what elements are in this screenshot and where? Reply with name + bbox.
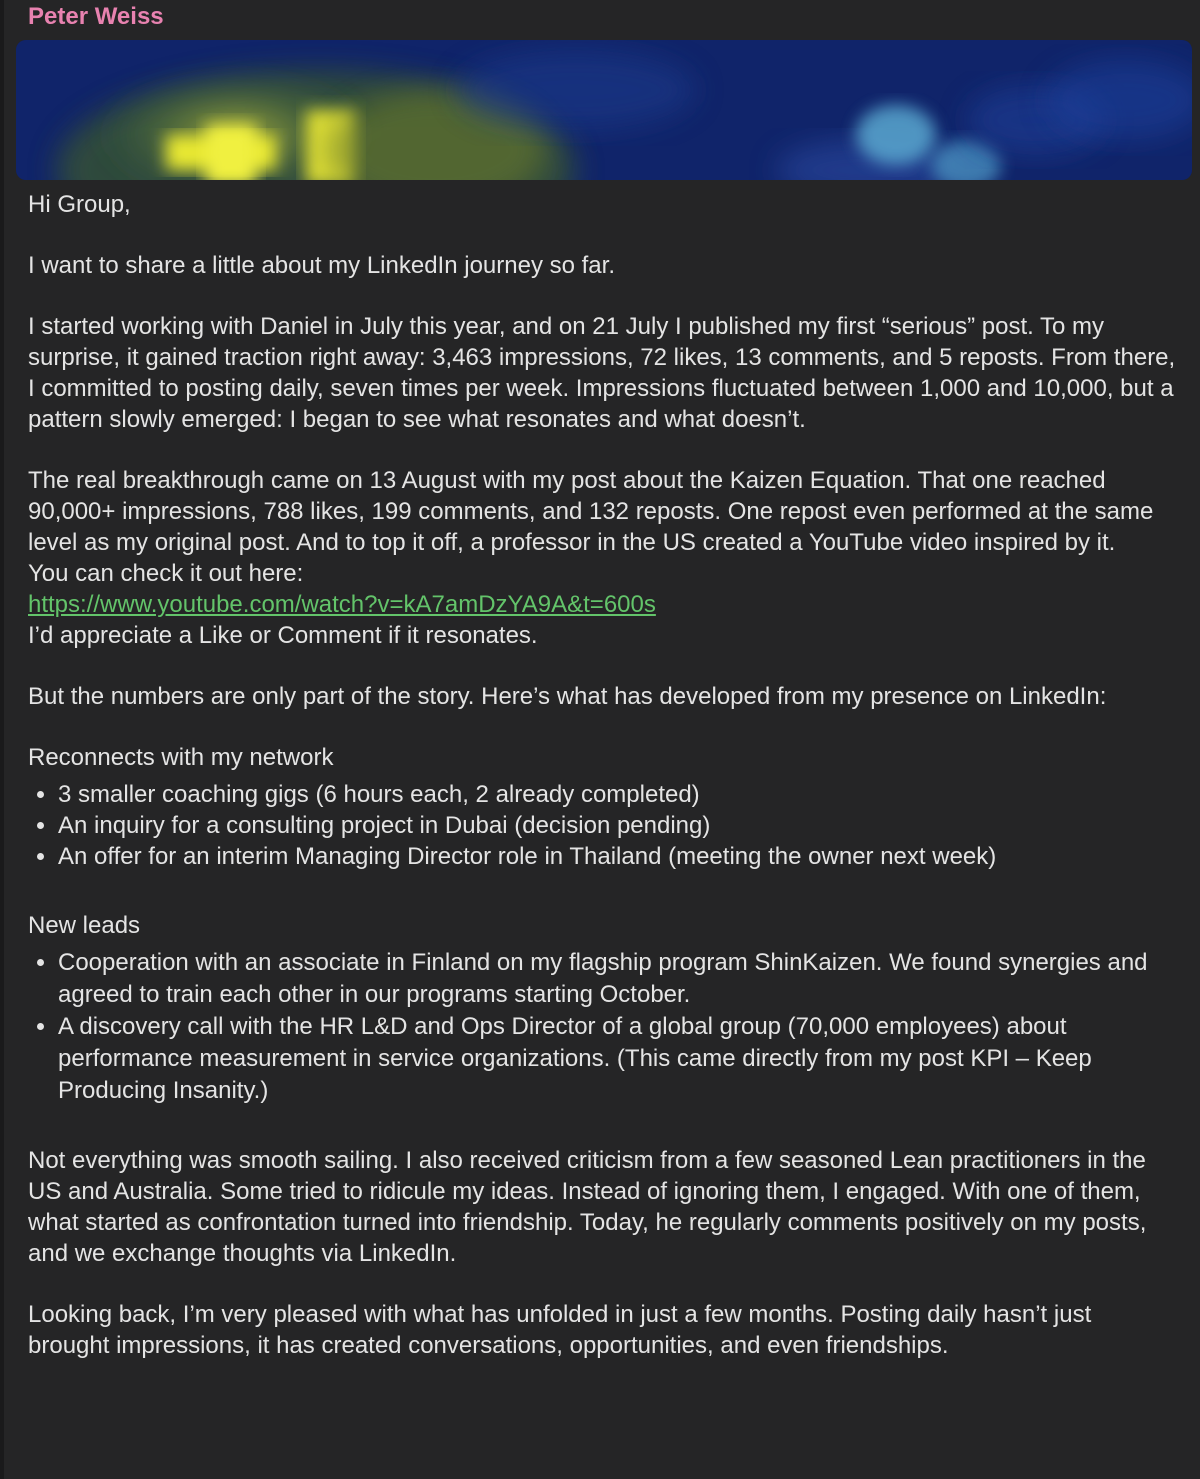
youtube-link[interactable]: https://www.youtube.com/watch?v=kA7amDzYA9A&t=600s	[28, 591, 656, 618]
list-item: • 3 smaller coaching gigs (6 hours each, 2 already completed)	[58, 779, 1178, 810]
numbers-paragraph: But the numbers are only part of the story. Here’s what has developed from my presence on LinkedIn:	[28, 683, 1107, 710]
check-it-out-text: You can check it out here:	[28, 560, 304, 587]
section-title-reconnects: Reconnects with my network	[28, 744, 334, 771]
message-body	[28, 189, 1178, 1391]
sender-name[interactable]: Peter Weiss	[28, 3, 164, 30]
appreciate-text: I’d appreciate a Like or Comment if it resonates.	[28, 622, 538, 649]
section-title-new-leads: New leads	[28, 912, 141, 939]
list-item: • Cooperation with an associate in Finland on my flagship program ShinKaizen. We found synergies and agreed to train each other in our programs starting October.	[58, 947, 1178, 1011]
criticism-paragraph: Not everything was smooth sailing. I also received criticism from a few seasoned Lean practitioners in the US and Australia. Some tried to ridicule my ideas. Instead of ignoring them, I engaged. With one of them, what started as confrontation turned into friendship. Today, he regularly comments positively on my posts, and we exchange thoughts via LinkedIn.	[28, 1147, 1147, 1267]
banner-image-art	[16, 40, 1192, 180]
looking-back-paragraph: Looking back, I’m very pleased with what has unfolded in just a few months. Posting daily hasn’t just brought impressions, it has created conversations, opportunities, and even friendships.	[28, 1301, 1092, 1359]
list-item: • A discovery call with the HR L&D and Ops Director of a global group (70,000 employees) about performance measurement in service organizations. (This came directly from my post KPI – Keep Producing Insanity.)	[58, 1011, 1178, 1107]
greeting-text: Hi Group,	[28, 191, 131, 218]
list-item: • An offer for an interim Managing Director role in Thailand (meeting the owner next week)	[58, 841, 1178, 872]
link-preview-banner-image[interactable]	[16, 40, 1192, 180]
first-post-paragraph: I started working with Daniel in July this year, and on 21 July I published my first “serious” post. To my surprise, it gained traction right away: 3,463 impressions, 72 likes, 13 comments, and 5 reposts. From there, I committed to posting daily, seven times per week. Impressions fluctuated between 1,000 and 10,000, but a pattern slowly emerged: I began to see what resonates and what doesn’t.	[28, 313, 1176, 433]
intro-paragraph: I want to share a little about my LinkedIn journey so far.	[28, 252, 615, 279]
breakthrough-paragraph	[28, 465, 1178, 651]
list-item: • An inquiry for a consulting project in Dubai (decision pending)	[58, 810, 1178, 841]
breakthrough-text: The real breakthrough came on 13 August with my post about the Kaizen Equation. That one reached 90,000+ impressions, 788 likes, 199 comments, and 132 reposts. One repost even performed at the same level as my original post. And to top it off, a professor in the US created a YouTube video inspired by it.	[28, 467, 1154, 556]
new-leads-list	[28, 947, 1178, 1107]
reconnects-list	[28, 779, 1178, 872]
